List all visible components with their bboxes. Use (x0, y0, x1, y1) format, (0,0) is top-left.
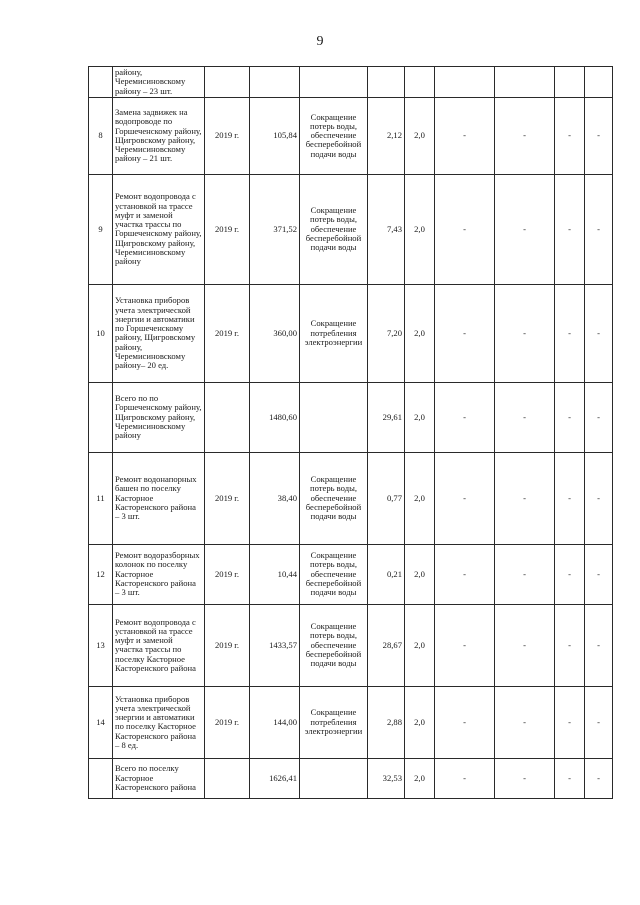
effect-cell: Сокращение потребления электроэнергии (300, 686, 368, 758)
amount-cell: 1626,41 (250, 758, 300, 798)
effect-cell: Сокращение потерь воды, обеспечение бесперебойной подачи воды (300, 452, 368, 544)
value-cell: 0,77 (368, 452, 405, 544)
year-cell: 2019 г. (205, 174, 250, 284)
row-number: 13 (89, 604, 113, 686)
dash-cell (435, 67, 495, 98)
effect-cell (300, 758, 368, 798)
dash-cell: - (555, 452, 585, 544)
dash-cell: - (585, 604, 613, 686)
table-row (89, 758, 613, 798)
table-row (89, 67, 613, 98)
dash-cell: - (435, 97, 495, 174)
table-row (89, 382, 613, 452)
dash-cell: - (435, 758, 495, 798)
row-number: 8 (89, 97, 113, 174)
dash-cell: - (555, 544, 585, 604)
measure-description: району, Черемисиновскому району – 23 шт. (113, 67, 205, 98)
measure-description: Установка приборов учета электрической энергии и автоматики по поселку Касторное Касторенского района – 8 ед. (113, 686, 205, 758)
effect-cell (300, 382, 368, 452)
dash-cell: - (435, 604, 495, 686)
measure-description: Ремонт водопровода с установкой на трассе муфт и заменой участка трассы по поселку Касторное Касторенского района (113, 604, 205, 686)
dash-cell: - (495, 758, 555, 798)
amount-cell (250, 67, 300, 98)
dash-cell: - (495, 97, 555, 174)
measure-description: Ремонт водонапорных башен по поселку Касторное Касторенского района – 3 шт. (113, 452, 205, 544)
year-cell: 2019 г. (205, 604, 250, 686)
dash-cell: - (585, 97, 613, 174)
dash-cell: - (555, 686, 585, 758)
amount-cell: 1480,60 (250, 382, 300, 452)
dash-cell: - (435, 686, 495, 758)
year-cell (205, 67, 250, 98)
row-number: 14 (89, 686, 113, 758)
dash-cell: - (495, 382, 555, 452)
effect-cell (300, 67, 368, 98)
effect-cell: Сокращение потерь воды, обеспечение бесперебойной подачи воды (300, 97, 368, 174)
dash-cell (495, 67, 555, 98)
value-cell: 28,67 (368, 604, 405, 686)
value-cell: 2,0 (405, 284, 435, 382)
dash-cell: - (435, 452, 495, 544)
value-cell: 2,0 (405, 97, 435, 174)
dash-cell: - (555, 174, 585, 284)
amount-cell: 10,44 (250, 544, 300, 604)
dash-cell: - (585, 544, 613, 604)
dash-cell: - (555, 604, 585, 686)
value-cell: 0,21 (368, 544, 405, 604)
row-number (89, 67, 113, 98)
dash-cell: - (495, 284, 555, 382)
dash-cell: - (435, 174, 495, 284)
page-number: 9 (316, 34, 324, 49)
value-cell: 2,0 (405, 452, 435, 544)
value-cell: 7,43 (368, 174, 405, 284)
dash-cell: - (585, 174, 613, 284)
row-number: 9 (89, 174, 113, 284)
row-number: 10 (89, 284, 113, 382)
year-cell: 2019 г. (205, 452, 250, 544)
effect-cell: Сокращение потерь воды, обеспечение бесперебойной подачи воды (300, 604, 368, 686)
effect-cell: Сокращение потерь воды, обеспечение бесперебойной подачи воды (300, 544, 368, 604)
value-cell: 2,0 (405, 174, 435, 284)
dash-cell: - (495, 544, 555, 604)
dash-cell (555, 67, 585, 98)
table-row (89, 544, 613, 604)
year-cell: 2019 г. (205, 544, 250, 604)
year-cell: 2019 г. (205, 284, 250, 382)
value-cell (405, 67, 435, 98)
value-cell: 29,61 (368, 382, 405, 452)
measure-description: Ремонт водоразборных колонок по поселку Касторное Касторенского района – 3 шт. (113, 544, 205, 604)
measure-description: Всего по по Горшеченскому району, Щигровскому району, Черемисиновскому району (113, 382, 205, 452)
measure-description: Установка приборов учета электрической энергии и автоматики по Горшеченскому району, Щигровскому району, Черемисиновскому району– 20 ед. (113, 284, 205, 382)
dash-cell: - (435, 382, 495, 452)
dash-cell: - (495, 686, 555, 758)
value-cell: 2,12 (368, 97, 405, 174)
dash-cell: - (435, 544, 495, 604)
amount-cell: 144,00 (250, 686, 300, 758)
dash-cell: - (585, 686, 613, 758)
row-number: 11 (89, 452, 113, 544)
value-cell: 2,0 (405, 758, 435, 798)
dash-cell: - (585, 382, 613, 452)
row-number (89, 758, 113, 798)
row-number: 12 (89, 544, 113, 604)
value-cell: 2,0 (405, 544, 435, 604)
dash-cell: - (585, 452, 613, 544)
dash-cell: - (495, 452, 555, 544)
value-cell: 2,0 (405, 686, 435, 758)
dash-cell: - (435, 284, 495, 382)
dash-cell: - (495, 174, 555, 284)
value-cell: 7,20 (368, 284, 405, 382)
effect-cell: Сокращение потребления электроэнергии (300, 284, 368, 382)
value-cell: 2,0 (405, 604, 435, 686)
dash-cell: - (495, 604, 555, 686)
year-cell: 2019 г. (205, 686, 250, 758)
dash-cell: - (555, 284, 585, 382)
value-cell: 32,53 (368, 758, 405, 798)
table-row (89, 97, 613, 174)
dash-cell: - (585, 758, 613, 798)
measure-description: Замена задвижек на водопроводе по Горшеченскому району, Щигровскому району, Черемисиновскому району – 21 шт. (113, 97, 205, 174)
dash-cell: - (585, 284, 613, 382)
value-cell: 2,88 (368, 686, 405, 758)
dash-cell: - (555, 758, 585, 798)
measure-description: Всего по поселку Касторное Касторенского района (113, 758, 205, 798)
effect-cell: Сокращение потерь воды, обеспечение бесперебойной подачи воды (300, 174, 368, 284)
dash-cell (585, 67, 613, 98)
measure-description: Ремонт водопровода с установкой на трассе муфт и заменой участка трассы по Горшеченскому району, Щигровскому району, Черемисиновскому району (113, 174, 205, 284)
dash-cell: - (555, 97, 585, 174)
amount-cell: 38,40 (250, 452, 300, 544)
amount-cell: 1433,57 (250, 604, 300, 686)
year-cell (205, 758, 250, 798)
year-cell: 2019 г. (205, 97, 250, 174)
table-row (89, 284, 613, 382)
value-cell: 2,0 (405, 382, 435, 452)
table-row (89, 686, 613, 758)
row-number (89, 382, 113, 452)
dash-cell: - (555, 382, 585, 452)
amount-cell: 371,52 (250, 174, 300, 284)
table-row (89, 174, 613, 284)
investment-program-table (88, 66, 613, 799)
amount-cell: 360,00 (250, 284, 300, 382)
value-cell (368, 67, 405, 98)
year-cell (205, 382, 250, 452)
table-row (89, 604, 613, 686)
table-row (89, 452, 613, 544)
amount-cell: 105,84 (250, 97, 300, 174)
